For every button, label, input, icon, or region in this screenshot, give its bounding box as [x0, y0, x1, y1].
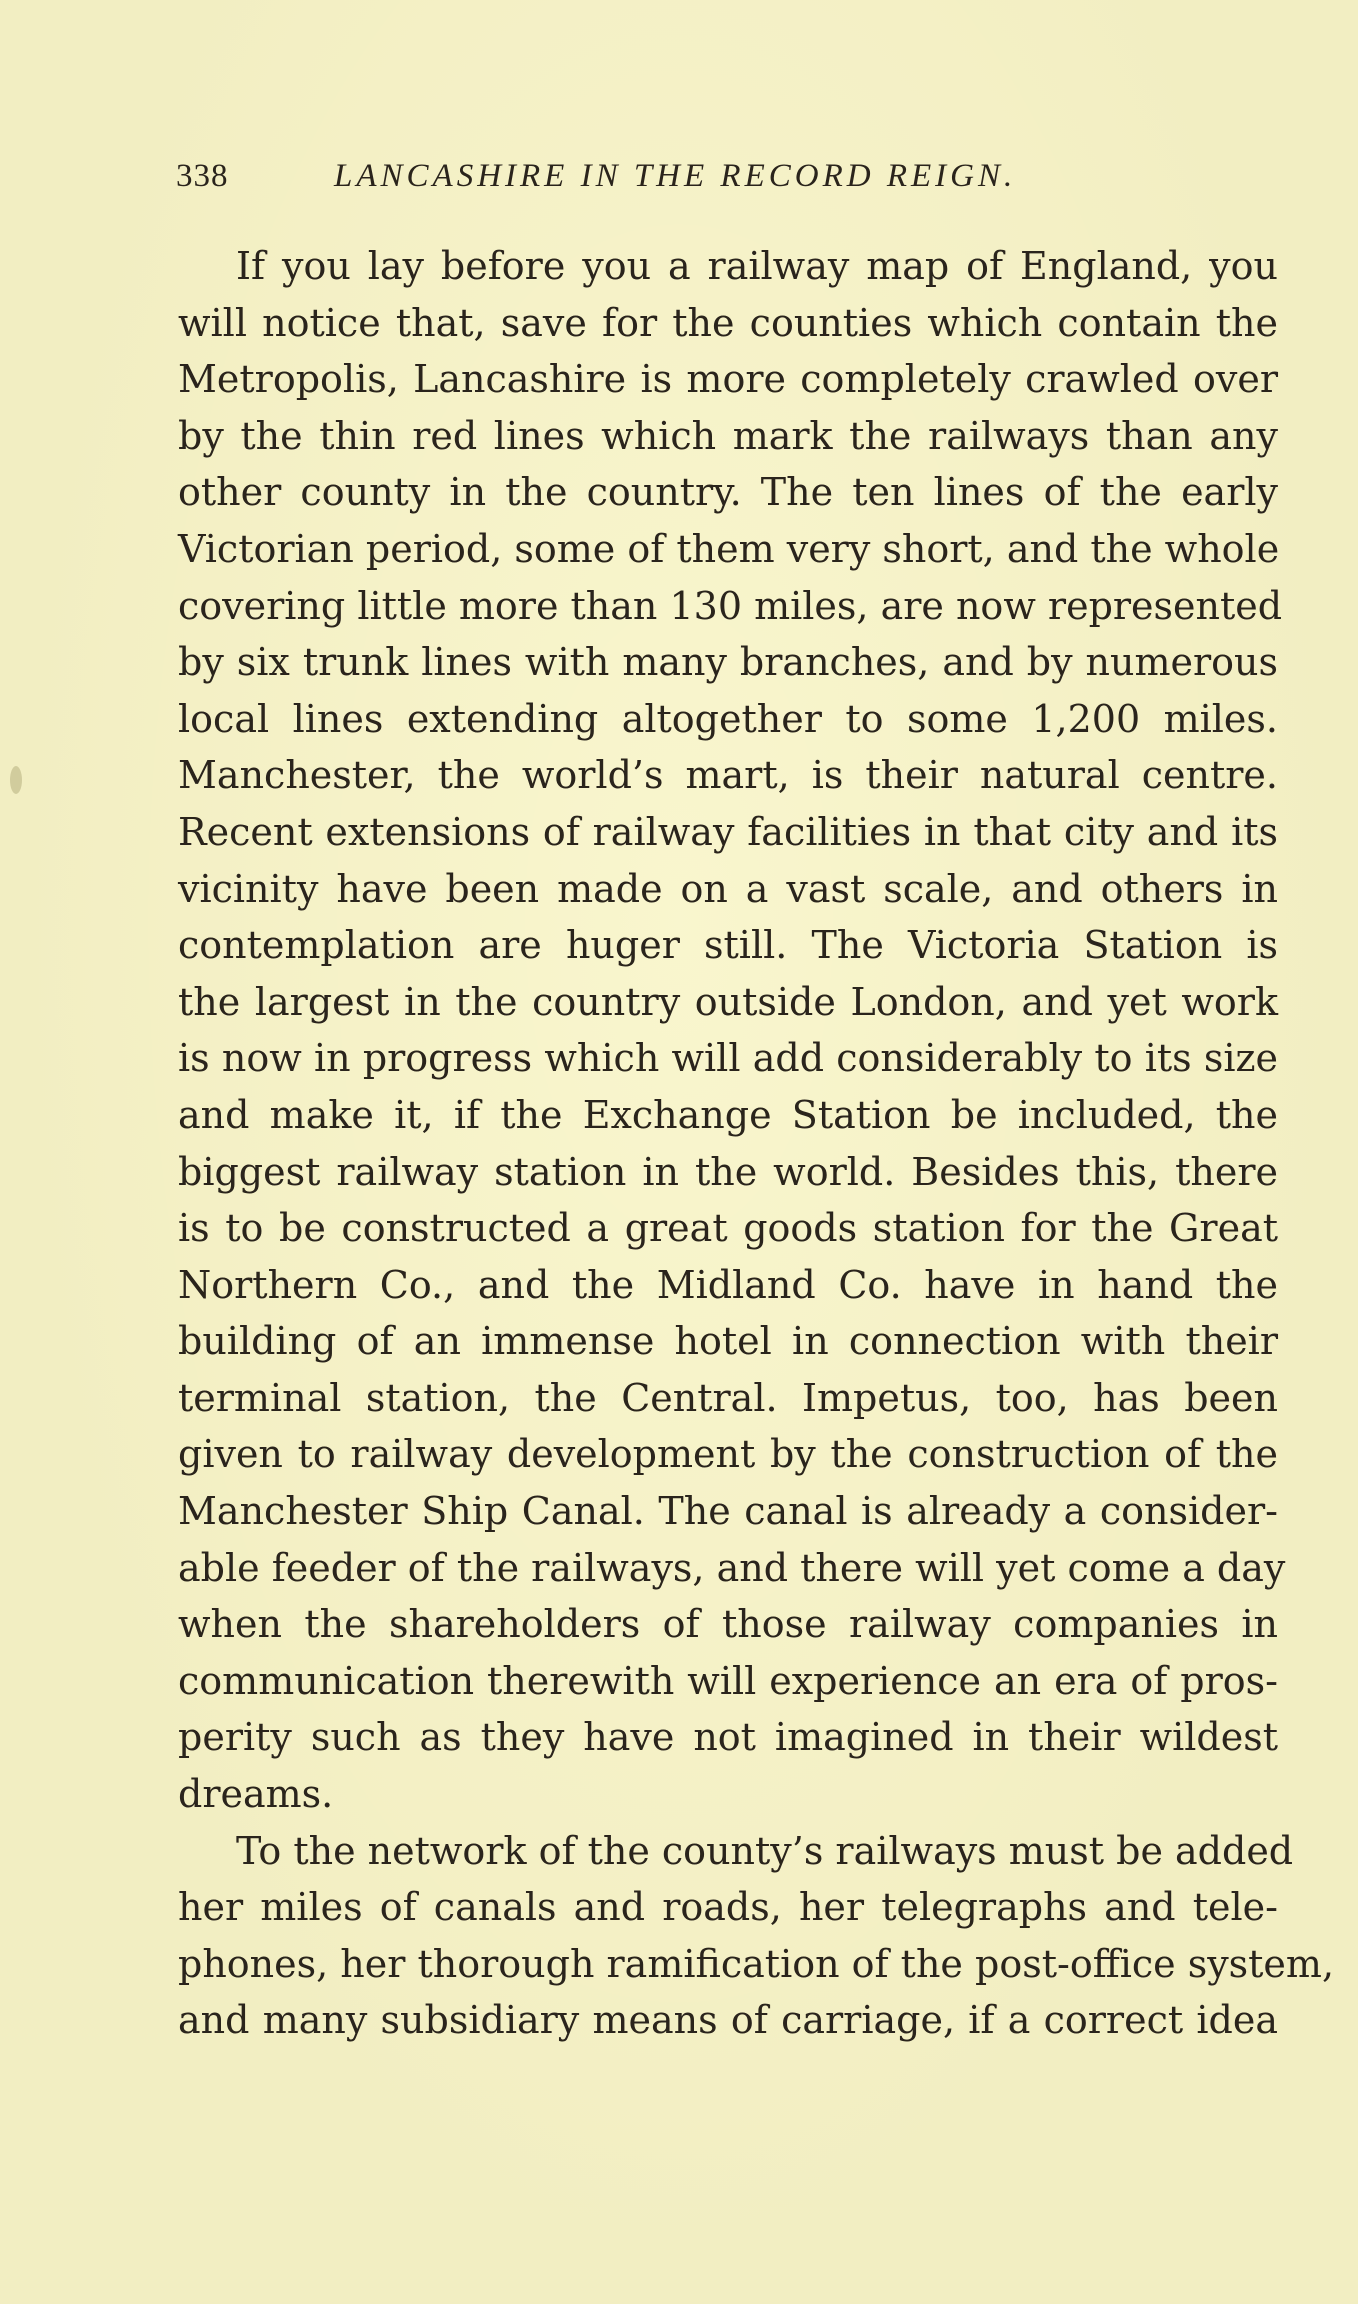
- text-line: dreams.: [178, 1772, 334, 1817]
- text-line: Northern Co., and the Midland Co. have in hand the: [178, 1262, 1278, 1307]
- text-line: terminal station, the Central. Impetus, too, has been: [178, 1375, 1278, 1420]
- text-line: biggest railway station in the world. Besides this, there: [178, 1149, 1278, 1194]
- text-line: local lines extending altogether to some 1,200 miles.: [178, 696, 1278, 741]
- page-number: 338: [176, 158, 229, 194]
- text-line: the largest in the country outside London, and yet work: [178, 979, 1278, 1024]
- text-line: is now in progress which will add considerably to its size: [178, 1036, 1278, 1081]
- text-line: by six trunk lines with many branches, and by numerous: [178, 640, 1278, 685]
- text-line: Recent extensions of railway facilities in that city and its: [178, 809, 1278, 854]
- text-line: vicinity have been made on a vast scale, and others in: [178, 866, 1278, 911]
- text-line: her miles of canals and roads, her telegraphs and tele-: [178, 1885, 1278, 1930]
- page-smudge: [10, 766, 22, 794]
- text-line: Metropolis, Lancashire is more completely crawled over: [178, 357, 1278, 402]
- running-head: LANCASHIRE IN THE RECORD REIGN.: [334, 158, 1017, 194]
- text-line: when the shareholders of those railway companies in: [178, 1602, 1278, 1647]
- text-line: If you lay before you a railway map of England, you: [236, 244, 1278, 288]
- text-line: and make it, if the Exchange Station be included, the: [178, 1092, 1278, 1137]
- text-line: given to railway development by the construction of the: [178, 1432, 1278, 1477]
- page-header: [176, 158, 1176, 208]
- text-line: able feeder of the railways, and there will yet come a day: [178, 1545, 1286, 1590]
- text-line: and many subsidiary means of carriage, if a correct idea: [178, 1998, 1278, 2043]
- text-line: communication therewith will experience an era of pros-: [178, 1658, 1278, 1703]
- text-line: perity such as they have not imagined in their wildest: [178, 1715, 1278, 1760]
- text-line: covering little more than 130 miles, are now represented: [178, 583, 1283, 628]
- text-line: Manchester, the world’s mart, is their natural centre.: [178, 753, 1278, 798]
- body-text: [178, 238, 1335, 2049]
- text-line: will notice that, save for the counties which contain the: [178, 300, 1278, 345]
- text-line: other county in the country. The ten lines of the early: [178, 470, 1278, 515]
- text-line: To the network of the county’s railways must be added: [236, 1828, 1294, 1873]
- text-line: is to be constructed a great goods station for the Great: [178, 1206, 1278, 1251]
- text-line: phones, her thorough ramification of the post-office system,: [178, 1941, 1335, 1986]
- text-line: Victorian period, some of them very short, and the whole: [178, 526, 1280, 571]
- text-line: contemplation are huger still. The Victoria Station is: [178, 923, 1278, 968]
- text-line: building of an immense hotel in connection with their: [178, 1319, 1278, 1364]
- text-line: Manchester Ship Canal. The canal is already a consider-: [178, 1489, 1278, 1534]
- text-line: by the thin red lines which mark the railways than any: [178, 413, 1278, 458]
